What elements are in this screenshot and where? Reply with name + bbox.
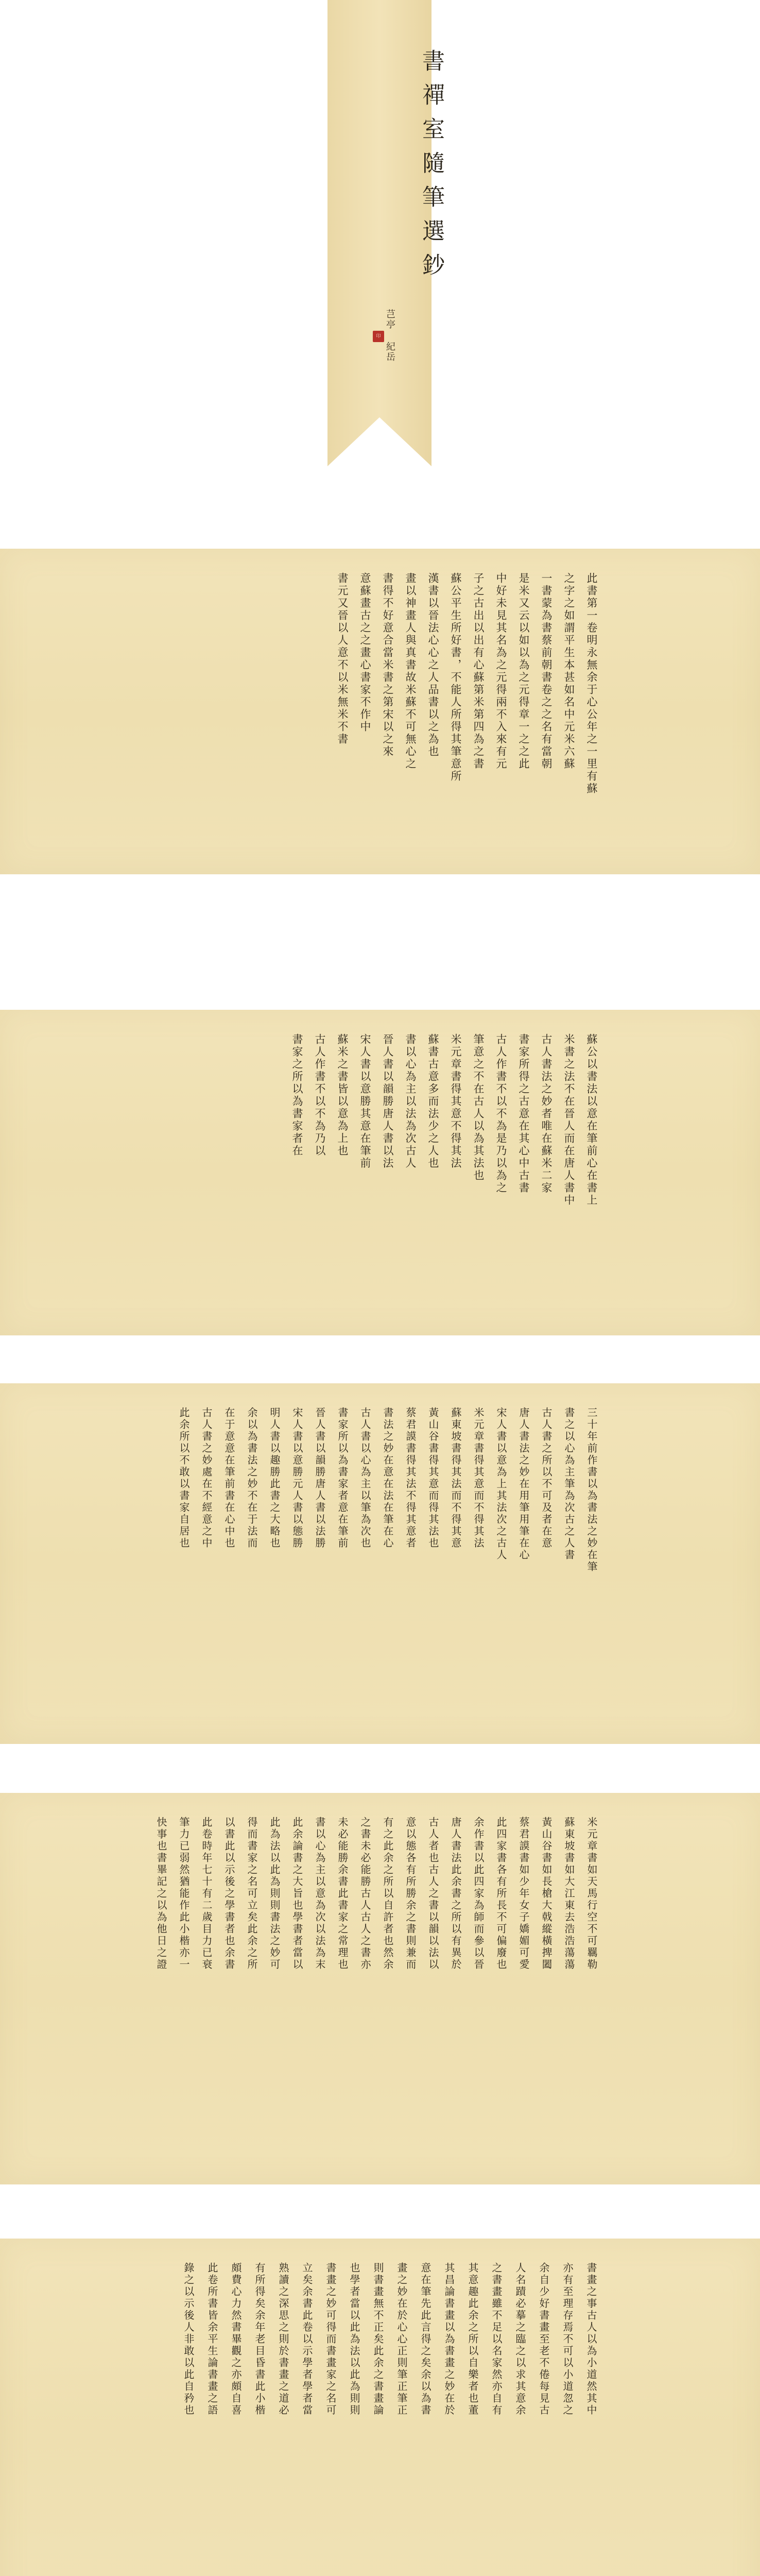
text-column: 三十年前作書以為書法之妙在筆 — [585, 1407, 598, 1573]
text-column: 書家所以為書家者意在筆前 — [336, 1407, 349, 1549]
scroll-panel-3 — [0, 1383, 760, 1744]
text-column: 宋人書以意為上其法次之古人 — [495, 1407, 507, 1561]
text-column: 立矣余書此卷以示學者學者當 — [301, 2262, 313, 2416]
text-column: 此卷時年七十有二歲目力已衰 — [200, 1817, 213, 1971]
text-column: 蘇米之書皆以意為上也 — [336, 1033, 349, 1157]
text-column: 古人書之妙處在不經意之中 — [200, 1407, 213, 1549]
panel-text-block — [140, 572, 603, 854]
text-column: 黃山谷書如長槍大戟縱橫捭闔 — [540, 1817, 552, 1971]
text-column: 蔡君謨書得其法不得其意者 — [404, 1407, 417, 1549]
text-column: 古人書以心為主以筆為次也 — [359, 1407, 371, 1549]
text-column: 書以心為主以法為次古人 — [404, 1033, 417, 1170]
text-column: 書得不好意合當米書之第宋以之來 — [382, 572, 394, 758]
text-column: 蘇東坡書得其法而不得其意 — [450, 1407, 462, 1549]
scroll-panel-5 — [0, 2239, 760, 2576]
text-column: 其意趣此余之所以自樂者也董 — [467, 2262, 479, 2416]
text-column: 之書畫雖不足以名家然亦自有 — [490, 2262, 503, 2416]
text-column: 黃山谷書得其意而得其法也 — [427, 1407, 439, 1549]
text-column: 蘇公平生所好書，不能人所得其筆意所 — [450, 572, 462, 783]
text-column: 中好未見其名為之元得兩不入來有元 — [495, 572, 507, 770]
text-column: 米元章書得其意而不得其法 — [472, 1407, 485, 1549]
text-column: 其昌論書畫以為書畫之妙在於 — [443, 2262, 455, 2416]
scroll-panel-4 — [0, 1793, 760, 2184]
text-column: 頗費心力然書畢觀之亦頗自喜 — [230, 2262, 242, 2416]
seal-stamp: 印 — [373, 331, 384, 342]
text-column: 宋人書以意勝其意在筆前 — [359, 1033, 371, 1170]
text-column: 蘇公以書法以意在筆前心在書上 — [585, 1033, 598, 1207]
text-column: 未必能勝余書此書家之常理也 — [336, 1817, 349, 1971]
text-column: 之字之如謂平生本甚如名中元米六蘇 — [563, 572, 575, 770]
text-column: 有之此余之所以自許者也然余 — [382, 1817, 394, 1971]
text-column: 子之古出以出有心蘇第米第四為之書 — [472, 572, 485, 770]
text-column: 書以心為主以意為次以法為末 — [314, 1817, 326, 1971]
text-column: 晉人書以韻勝唐人書以法勝 — [314, 1407, 326, 1549]
text-column: 蘇書古意多而法少之人也 — [427, 1033, 439, 1170]
panel-text-block — [140, 2262, 603, 2576]
text-column: 有所得矣余年老目昏書此小楷 — [253, 2262, 266, 2416]
text-column: 書法之妙在意在法在筆在心 — [382, 1407, 394, 1549]
text-column: 書家之所以為書家者在 — [291, 1033, 303, 1157]
text-column: 明人書以趣勝此書之大略也 — [268, 1407, 281, 1549]
text-column: 米元章書如天馬行空不可羈勒 — [585, 1817, 598, 1971]
text-column: 人名蹟必摹之臨之以求其意余 — [514, 2262, 526, 2416]
text-column: 蘇東坡書如大江東去浩浩蕩蕩 — [563, 1817, 575, 1971]
text-column: 晉人書以韻勝唐人書以法 — [382, 1033, 394, 1170]
text-column: 是米又云以如以為之元得章一之之此 — [517, 572, 530, 770]
text-column: 書元又晉以人意不以米無米不書 — [336, 572, 349, 745]
text-column: 以書此以示後之學書者也余書 — [223, 1817, 235, 1971]
text-column: 古人書之所以不可及者在意 — [540, 1407, 552, 1549]
scroll-panel-1 — [0, 549, 760, 874]
text-column: 筆力已弱然猶能作此小楷亦一 — [178, 1817, 190, 1971]
text-column: 古人作書不以不為是乃以為之 — [495, 1033, 507, 1194]
text-column: 錄之以示後人非敢以此自矜也 — [182, 2262, 195, 2416]
text-column: 米書之法不在晉人而在唐人書中 — [563, 1033, 575, 1207]
text-column: 在于意意在筆前書在心中也 — [223, 1407, 235, 1549]
text-column: 筆意之不在古人以為其法也 — [472, 1033, 485, 1182]
text-column: 書畫之事古人以為小道然其中 — [585, 2262, 597, 2416]
text-column: 此為法以此為則則書法之妙可 — [268, 1817, 281, 1971]
text-column: 此書第一卷明永無余于心公年之一里有蘇 — [585, 572, 598, 795]
text-column: 宋人書以意勝元人書以態勝 — [291, 1407, 303, 1549]
text-column: 此四家書各有所長不可偏廢也 — [495, 1817, 507, 1971]
title-signature: 芑亭 紀岳 — [385, 309, 395, 362]
text-column: 此余所以不敢以書家自居也 — [178, 1407, 190, 1549]
text-column: 古人作書不以不為乃以 — [314, 1033, 326, 1157]
text-column: 書之以心為主筆為次古之人書 — [563, 1407, 575, 1561]
text-column: 意在筆先此言得之矣余以為書 — [419, 2262, 431, 2416]
text-column: 米元章書得其意不得其法 — [450, 1033, 462, 1170]
text-column: 蔡君謨書如少年女子嬌媚可愛 — [517, 1817, 530, 1971]
text-column: 快事也書畢記之以為他日之證 — [155, 1817, 167, 1971]
text-column: 唐人書法此余書之所以有異於 — [450, 1817, 462, 1971]
text-column: 畫以神畫人與真書故米蘇不可無心之 — [404, 572, 417, 770]
text-column: 則書畫無不正矣此余之書畫論 — [372, 2262, 384, 2416]
text-column: 此余論書之大旨也學書者當以 — [291, 1817, 303, 1971]
text-column: 意蘇畫古之之畫心書家不作中 — [359, 572, 371, 733]
text-column: 之書未必能勝古人古人之書亦 — [359, 1817, 371, 1971]
text-column: 也學者當以此為法以此為則則 — [348, 2262, 360, 2416]
text-column: 古人書法之妙者唯在蘇米二家 — [540, 1033, 552, 1194]
text-column: 書家所得之古意在其心中古書 — [517, 1033, 530, 1194]
text-column: 亦有至理存焉不可以小道忽之 — [561, 2262, 574, 2416]
title-ribbon — [327, 0, 444, 466]
text-column: 一書蒙為書蔡前朝書卷之之名有當朝 — [540, 572, 552, 770]
text-column: 書畫之妙可得而書畫家之名可 — [324, 2262, 337, 2416]
text-column: 意以態各有所勝余之書則兼而 — [404, 1817, 417, 1971]
scroll-title: 書禪室隨筆選鈔 — [418, 49, 444, 287]
text-column: 畫之妙在於心心正則筆正筆正 — [395, 2262, 408, 2416]
scroll-panel-2 — [0, 1010, 760, 1335]
text-column: 漢書以晉法心心之人品書以之為也 — [427, 572, 439, 758]
text-column: 余作書以此四家為師而參以晉 — [472, 1817, 485, 1971]
text-column: 熟讀之深思之則於書畫之道必 — [277, 2262, 289, 2416]
text-column: 余以為書法之妙不在于法而 — [246, 1407, 258, 1549]
panel-text-block — [140, 1033, 603, 1315]
text-column: 唐人書法之妙在用筆用筆在心 — [517, 1407, 530, 1561]
panel-text-block — [140, 1817, 603, 2164]
text-column: 古人者也古人之書以韻以法以 — [427, 1817, 439, 1971]
panel-text-block — [140, 1407, 603, 1723]
text-column: 此卷所書皆余平生論書畫之語 — [206, 2262, 218, 2416]
text-column: 余自少好書畫至老不倦每見古 — [538, 2262, 550, 2416]
text-column: 得而書家之名可立矣此余之所 — [246, 1817, 258, 1971]
